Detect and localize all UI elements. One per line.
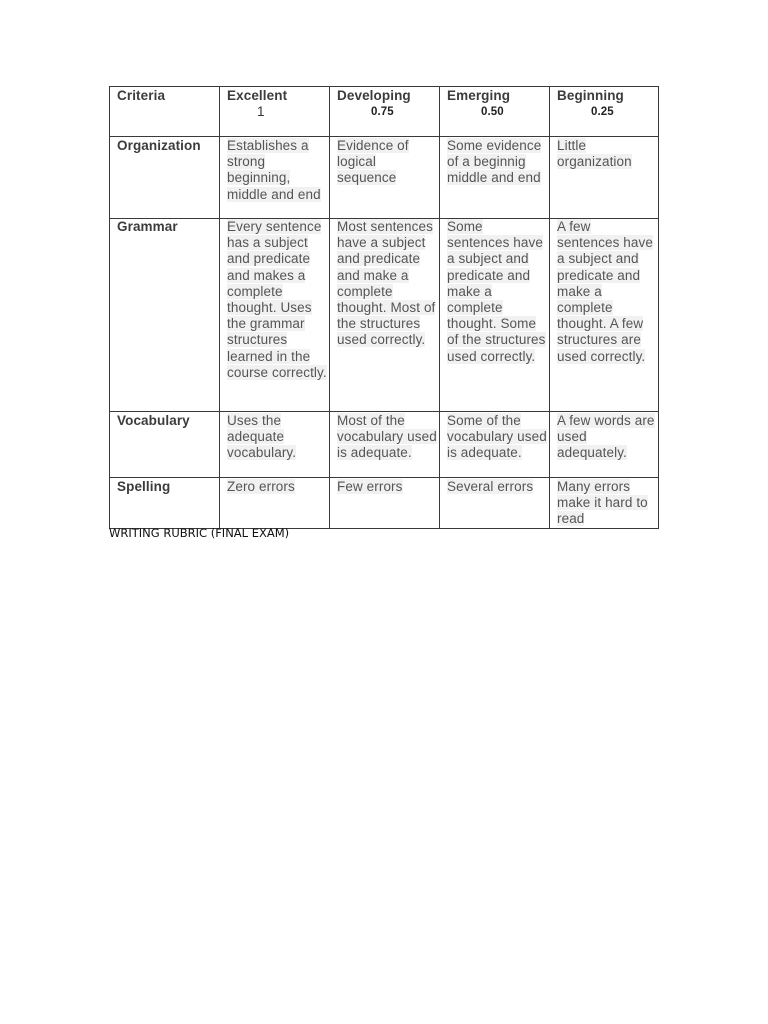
criterion-cell: [110, 219, 220, 412]
rubric-header-row: [110, 87, 659, 137]
level-header-beginning: [550, 87, 659, 137]
rubric-table: [109, 86, 659, 529]
criterion-cell: [110, 412, 220, 478]
descriptor-cell: [550, 219, 659, 412]
descriptor-text: Few errors: [337, 479, 403, 494]
descriptor-cell: [550, 478, 659, 529]
descriptor-cell: [440, 478, 550, 529]
level-score: 0.75: [371, 106, 394, 119]
descriptor-cell: [550, 137, 659, 219]
criterion-label: Grammar: [117, 219, 178, 234]
descriptor-cell: [440, 412, 550, 478]
descriptor-text: Some evidence of a beginnig middle and end: [447, 138, 542, 186]
descriptor-text: Zero errors: [227, 479, 295, 494]
descriptor-text: Most sentences have a subject and predicate and make a complete thought. Most of the structures used correctly.: [337, 219, 436, 348]
level-score: 1: [257, 104, 265, 120]
level-name: Emerging: [447, 88, 511, 103]
rubric-row-vocabulary: [110, 412, 659, 478]
descriptor-text: Every sentence has a subject and predicate and makes a complete thought. Uses the grammar structures learned in the course correctly.: [227, 219, 327, 380]
descriptor-cell: [330, 478, 440, 529]
criteria-header: Criteria: [117, 88, 166, 103]
level-header-emerging: [440, 87, 550, 137]
descriptor-text: Evidence of logical sequence: [337, 138, 409, 186]
descriptor-text: Some sentences have a subject and predicate and make a complete thought. Some of the structures used correctly.: [447, 219, 546, 364]
descriptor-text: Little organization: [557, 138, 632, 170]
descriptor-cell: [220, 412, 330, 478]
criterion-cell: [110, 478, 220, 529]
descriptor-text: Uses the adequate vocabulary.: [227, 413, 297, 461]
descriptor-cell: [440, 219, 550, 412]
criterion-label: Vocabulary: [117, 413, 190, 428]
rubric-row-spelling: [110, 478, 659, 529]
level-name: Excellent: [227, 88, 288, 103]
rubric-caption: WRITING RUBRIC (FINAL EXAM): [109, 526, 290, 540]
descriptor-text: Many errors make it hard to read: [557, 479, 648, 527]
criterion-cell: [110, 137, 220, 219]
descriptor-text: A few words are used adequately.: [557, 413, 655, 461]
criterion-label: Organization: [117, 138, 201, 153]
descriptor-cell: [440, 137, 550, 219]
descriptor-cell: [550, 412, 659, 478]
descriptor-cell: [330, 412, 440, 478]
descriptor-cell: [220, 219, 330, 412]
descriptor-text: Several errors: [447, 479, 534, 494]
level-score: 0.25: [591, 106, 614, 119]
descriptor-text: Establishes a strong beginning, middle and end: [227, 138, 321, 202]
descriptor-cell: [330, 219, 440, 412]
descriptor-text: A few sentences have a subject and predicate and make a complete thought. A few structures are used correctly.: [557, 219, 653, 364]
descriptor-cell: [220, 478, 330, 529]
rubric-row-organization: [110, 137, 659, 219]
rubric-row-grammar: [110, 219, 659, 412]
criterion-label: Spelling: [117, 479, 171, 494]
criteria-header-cell: [110, 87, 220, 137]
descriptor-text: Most of the vocabulary used is adequate.: [337, 413, 437, 461]
level-name: Developing: [337, 88, 411, 103]
level-header-developing: [330, 87, 440, 137]
descriptor-cell: [330, 137, 440, 219]
level-name: Beginning: [557, 88, 624, 103]
level-score: 0.50: [481, 106, 504, 119]
level-header-excellent: [220, 87, 330, 137]
descriptor-text: Some of the vocabulary used is adequate.: [447, 413, 547, 461]
descriptor-cell: [220, 137, 330, 219]
